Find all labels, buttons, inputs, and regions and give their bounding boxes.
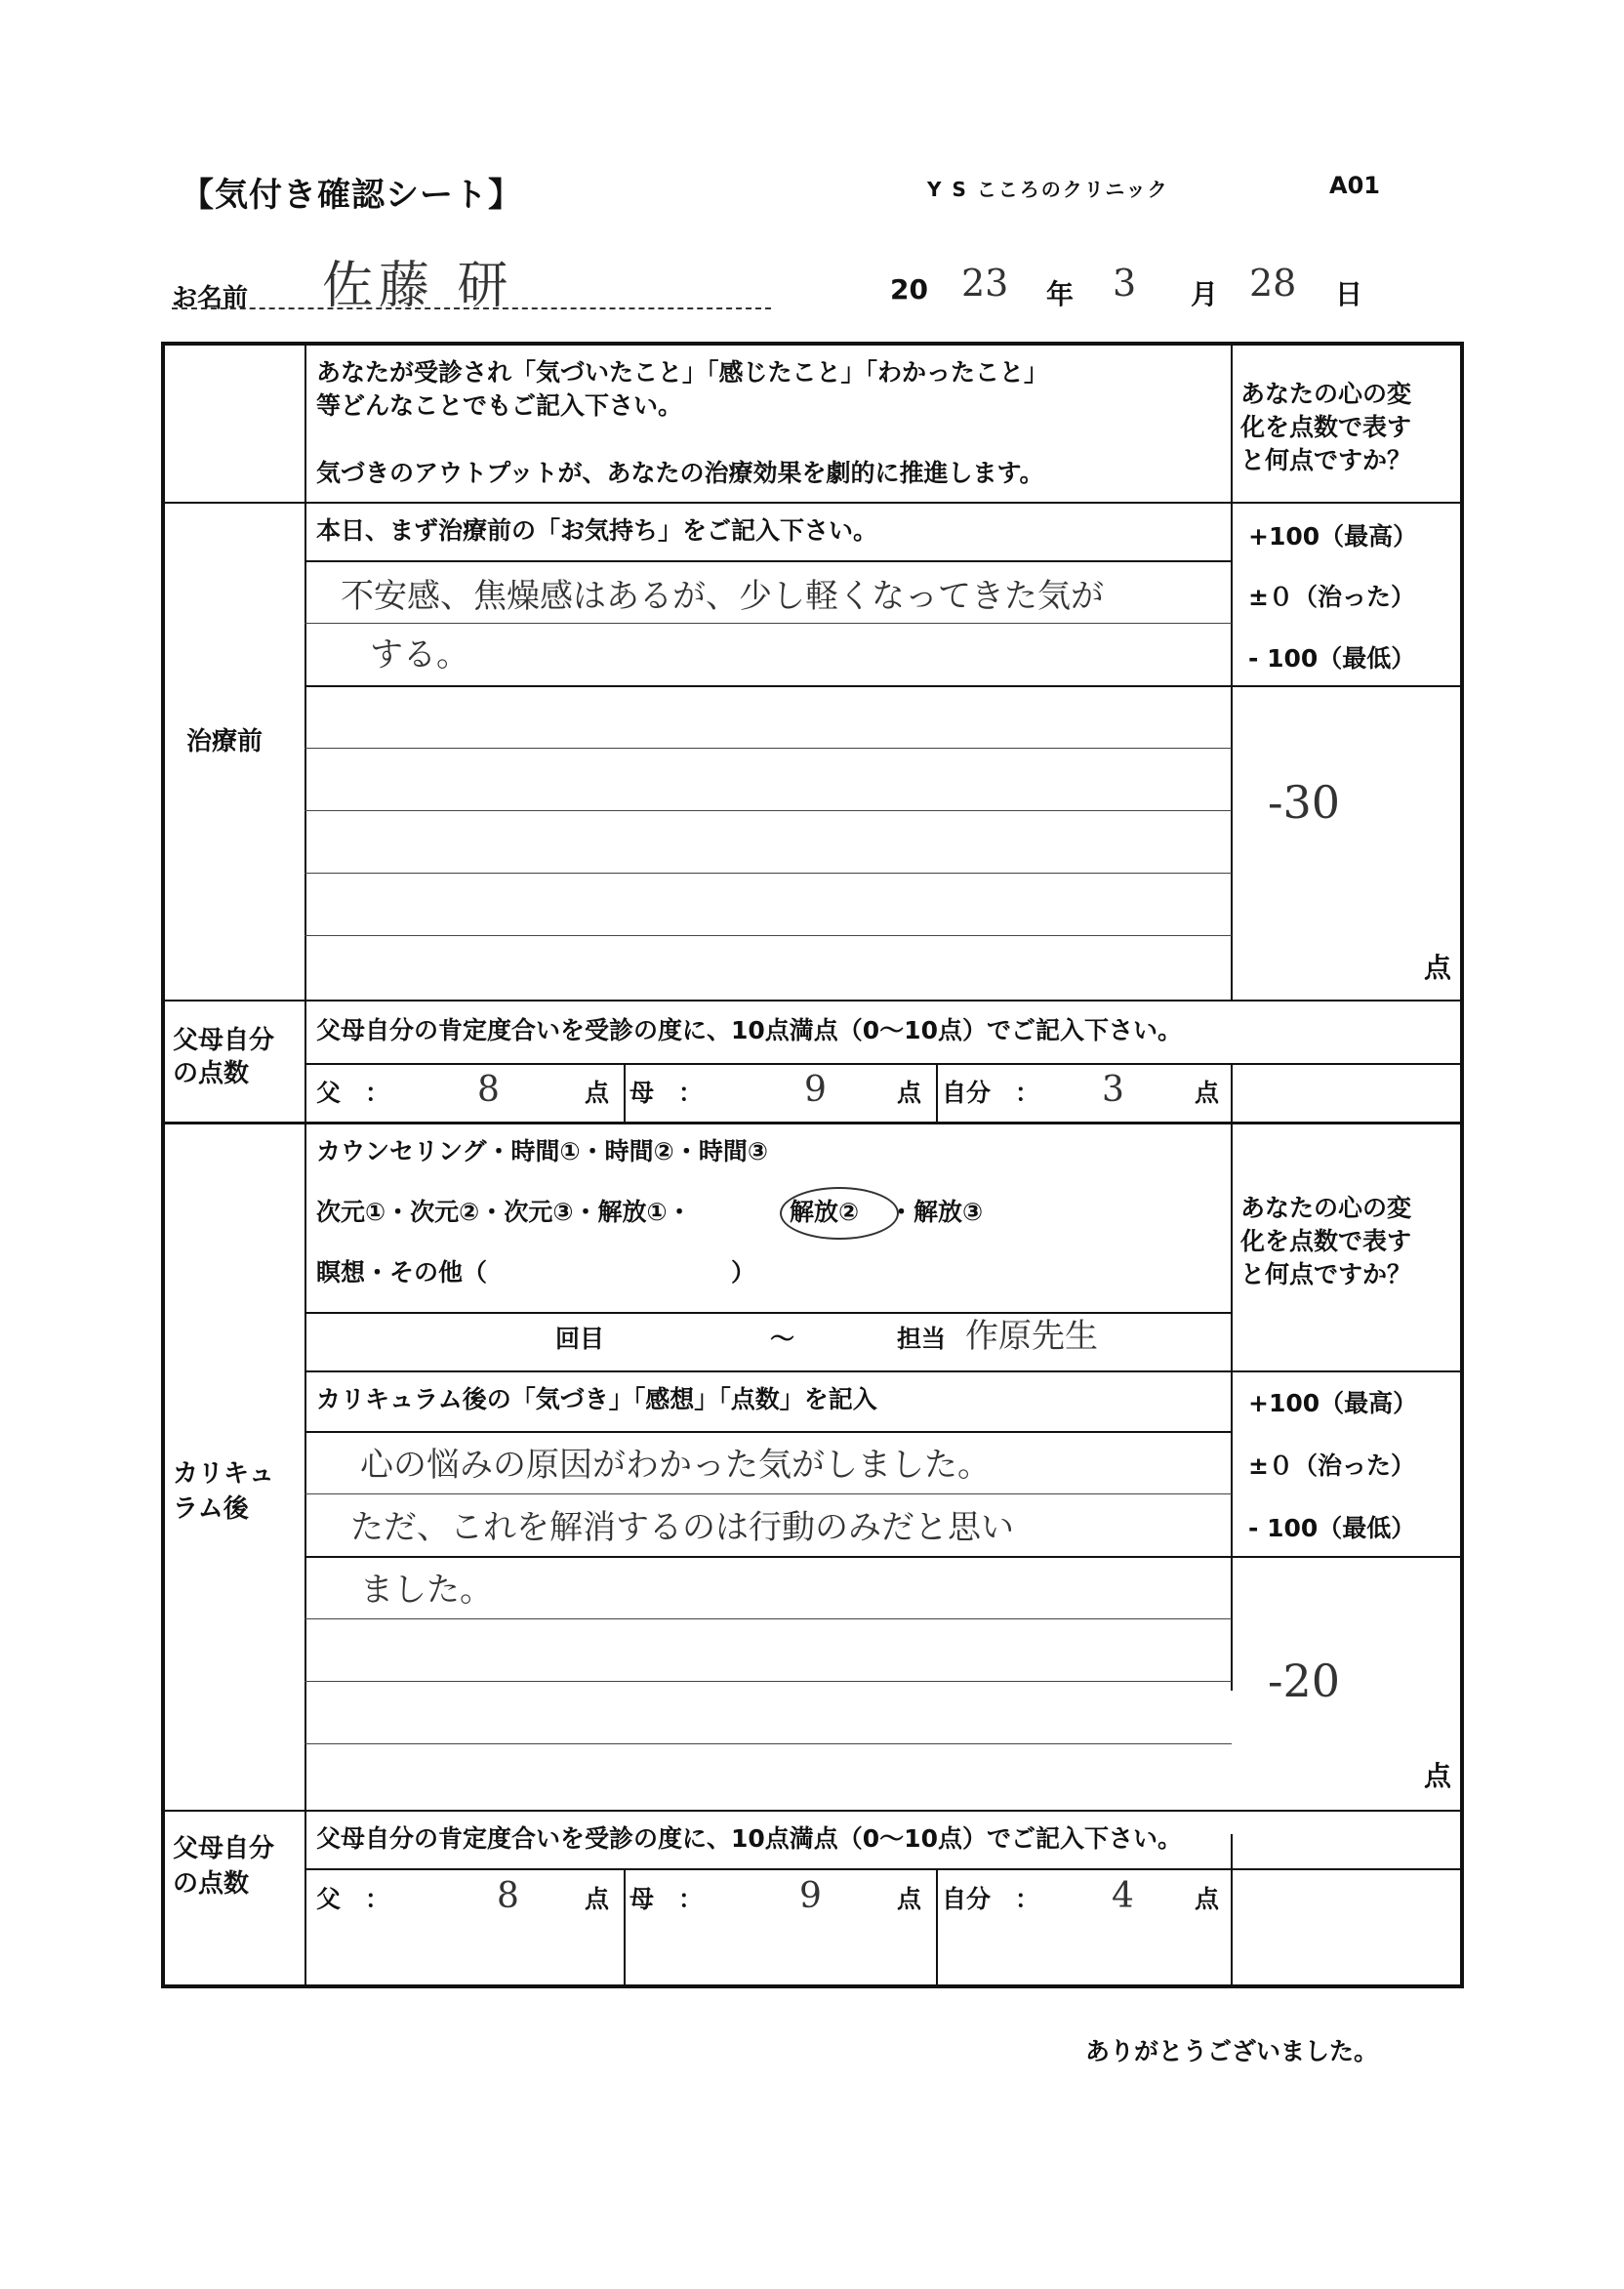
side-column-divider bbox=[304, 346, 306, 1988]
name-label: お名前 bbox=[172, 284, 249, 313]
line bbox=[304, 935, 1232, 936]
date-day-field[interactable]: 28 bbox=[1249, 262, 1297, 305]
line bbox=[304, 810, 1232, 811]
score-question-line-1: あなたの心の変 bbox=[1240, 380, 1412, 408]
pre-score-unit: 点 bbox=[1424, 952, 1452, 984]
post-mother-unit: 点 bbox=[897, 1885, 922, 1913]
curriculum-prompt: カリキュラム後の「気づき」「感想」「点数」を記入 bbox=[316, 1385, 877, 1413]
post-parents-label-1: 父母自分 bbox=[173, 1834, 275, 1863]
line bbox=[304, 1431, 1232, 1433]
post-parents-label-2: の点数 bbox=[173, 1869, 250, 1899]
pre-mother-label: 母 ： bbox=[629, 1079, 704, 1107]
curriculum-answer-line-2[interactable]: ただ、これを解消するのは行動のみだと思い bbox=[350, 1508, 1014, 1547]
section-divider bbox=[165, 502, 1462, 504]
section-divider bbox=[165, 1000, 1462, 1001]
line bbox=[304, 1556, 1462, 1558]
line bbox=[304, 1312, 1232, 1314]
curriculum-scale-low: - 100（最低） bbox=[1248, 1514, 1416, 1542]
post-father-label: 父 ： bbox=[316, 1885, 390, 1913]
clinic-name: Y S こころのクリニック bbox=[927, 178, 1169, 201]
pre-self-label: 自分 ： bbox=[942, 1079, 1040, 1107]
pre-prompt: 本日、まず治療前の「お気持ち」をご記入下さい。 bbox=[316, 516, 878, 545]
pre-father-unit: 点 bbox=[585, 1079, 610, 1107]
post-father-unit: 点 bbox=[585, 1885, 610, 1913]
times-tilde: ～ bbox=[770, 1325, 795, 1353]
line bbox=[304, 1743, 1232, 1744]
staff-field[interactable]: 作原先生 bbox=[965, 1317, 1098, 1356]
curriculum-score-question-1: あなたの心の変 bbox=[1240, 1194, 1412, 1222]
date-year-field[interactable]: 23 bbox=[961, 262, 1009, 305]
curriculum-options-2a: 次元①・次元②・次元③・解放①・ bbox=[316, 1198, 692, 1226]
curriculum-answer-line-3[interactable]: ました。 bbox=[360, 1571, 493, 1610]
curriculum-options-2c: ・解放③ bbox=[889, 1198, 984, 1226]
line bbox=[304, 685, 1462, 687]
line bbox=[304, 1063, 1462, 1065]
post-self-field[interactable]: 4 bbox=[1112, 1876, 1134, 1916]
date-month-field[interactable]: 3 bbox=[1113, 262, 1137, 305]
post-father-field[interactable]: 8 bbox=[497, 1876, 519, 1916]
curriculum-options-3: 瞑想・その他（ ） bbox=[316, 1258, 756, 1287]
pre-self-field[interactable]: 3 bbox=[1102, 1070, 1124, 1110]
line bbox=[304, 560, 1232, 562]
pre-self-unit: 点 bbox=[1195, 1079, 1220, 1107]
line bbox=[304, 1868, 1462, 1870]
name-field[interactable]: 佐藤 研 bbox=[322, 257, 514, 315]
pre-parents-label-2: の点数 bbox=[173, 1059, 250, 1088]
curriculum-option-selected[interactable]: 解放② bbox=[790, 1198, 860, 1226]
date-prefix: 20 bbox=[890, 273, 928, 306]
curriculum-score-question-2: 化を点数で表す bbox=[1240, 1227, 1412, 1255]
pre-scale-mid: ±０（治った） bbox=[1248, 583, 1415, 611]
post-mother-label: 母 ： bbox=[629, 1885, 704, 1913]
awareness-form bbox=[161, 342, 1464, 1988]
curriculum-answer-line-1[interactable]: 心の悩みの原因がわかった気がしました。 bbox=[360, 1446, 991, 1485]
sheet-code: A01 bbox=[1329, 172, 1380, 199]
pre-scale-high: +100（最高） bbox=[1248, 522, 1418, 551]
times-label: 回目 bbox=[555, 1325, 605, 1353]
pre-mother-field[interactable]: 9 bbox=[804, 1070, 827, 1110]
post-self-label: 自分 ： bbox=[942, 1885, 1040, 1913]
section-divider bbox=[165, 1810, 1462, 1812]
line bbox=[304, 748, 1232, 749]
cell-divider bbox=[624, 1063, 626, 1122]
intro-line-3: 気づきのアウトプットが、あなたの治療効果を劇的に推進します。 bbox=[316, 459, 1044, 487]
cell-divider bbox=[936, 1868, 938, 1988]
intro-line-1: あなたが受診され「気づいたこと」「感じたこと」「わかったこと」 bbox=[316, 358, 1049, 387]
pre-scale-low: - 100（最低） bbox=[1248, 644, 1416, 673]
pre-answer-line-1[interactable]: 不安感、焦燥感はあるが、少し軽くなってきた気が bbox=[341, 577, 1104, 616]
line bbox=[304, 1618, 1232, 1619]
pre-father-label: 父 ： bbox=[316, 1079, 390, 1107]
score-question-line-3: と何点ですか？ bbox=[1240, 446, 1412, 474]
pre-treatment-label: 治療前 bbox=[186, 727, 264, 756]
curriculum-score-field[interactable]: -20 bbox=[1268, 1655, 1341, 1707]
selection-circle bbox=[780, 1187, 899, 1240]
curriculum-scale-mid: ±０（治った） bbox=[1248, 1451, 1415, 1480]
score-column-divider-bottom bbox=[1231, 1124, 1233, 1691]
line bbox=[304, 1681, 1232, 1682]
curriculum-side-label-2: ラム後 bbox=[173, 1494, 249, 1524]
pre-score-field[interactable]: -30 bbox=[1268, 776, 1341, 829]
date-month-unit: 月 bbox=[1191, 278, 1219, 310]
curriculum-score-question-3: と何点ですか？ bbox=[1240, 1260, 1412, 1288]
pre-answer-line-2[interactable]: する。 bbox=[370, 635, 469, 674]
curriculum-options-1: カウンセリング・時間①・時間②・時間③ bbox=[316, 1137, 769, 1165]
score-question-line-2: 化を点数で表す bbox=[1240, 413, 1412, 441]
sheet-title: 【気付き確認シート】 bbox=[181, 176, 522, 215]
line bbox=[304, 1493, 1232, 1494]
cell-divider bbox=[936, 1063, 938, 1122]
date-day-unit: 日 bbox=[1335, 278, 1363, 310]
staff-label: 担当 bbox=[897, 1325, 947, 1353]
curriculum-score-unit: 点 bbox=[1424, 1760, 1452, 1792]
curriculum-scale-high: +100（最高） bbox=[1248, 1389, 1418, 1417]
pre-mother-unit: 点 bbox=[897, 1079, 922, 1107]
cell-divider bbox=[1231, 1063, 1233, 1122]
pre-father-field[interactable]: 8 bbox=[477, 1070, 500, 1110]
thanks-text: ありがとうございました。 bbox=[1085, 2037, 1379, 2065]
line bbox=[304, 623, 1232, 624]
post-parents-prompt: 父母自分の肯定度合いを受診の度に、10点満点（0～10点）でご記入下さい。 bbox=[316, 1824, 1182, 1853]
section-divider bbox=[165, 1122, 1462, 1124]
date-year-unit: 年 bbox=[1046, 278, 1075, 310]
intro-line-2: 等どんなことでもご記入下さい。 bbox=[316, 391, 683, 420]
pre-parents-prompt: 父母自分の肯定度合いを受診の度に、10点満点（0～10点）でご記入下さい。 bbox=[316, 1016, 1182, 1044]
line bbox=[304, 873, 1232, 874]
cell-divider bbox=[624, 1868, 626, 1988]
post-mother-field[interactable]: 9 bbox=[799, 1876, 822, 1916]
post-self-unit: 点 bbox=[1195, 1885, 1220, 1913]
cell-divider bbox=[1231, 1868, 1233, 1988]
line bbox=[304, 1370, 1462, 1372]
score-column-divider-top bbox=[1231, 346, 1233, 1000]
pre-parents-label-1: 父母自分 bbox=[173, 1026, 275, 1055]
curriculum-side-label-1: カリキュ bbox=[173, 1459, 275, 1489]
